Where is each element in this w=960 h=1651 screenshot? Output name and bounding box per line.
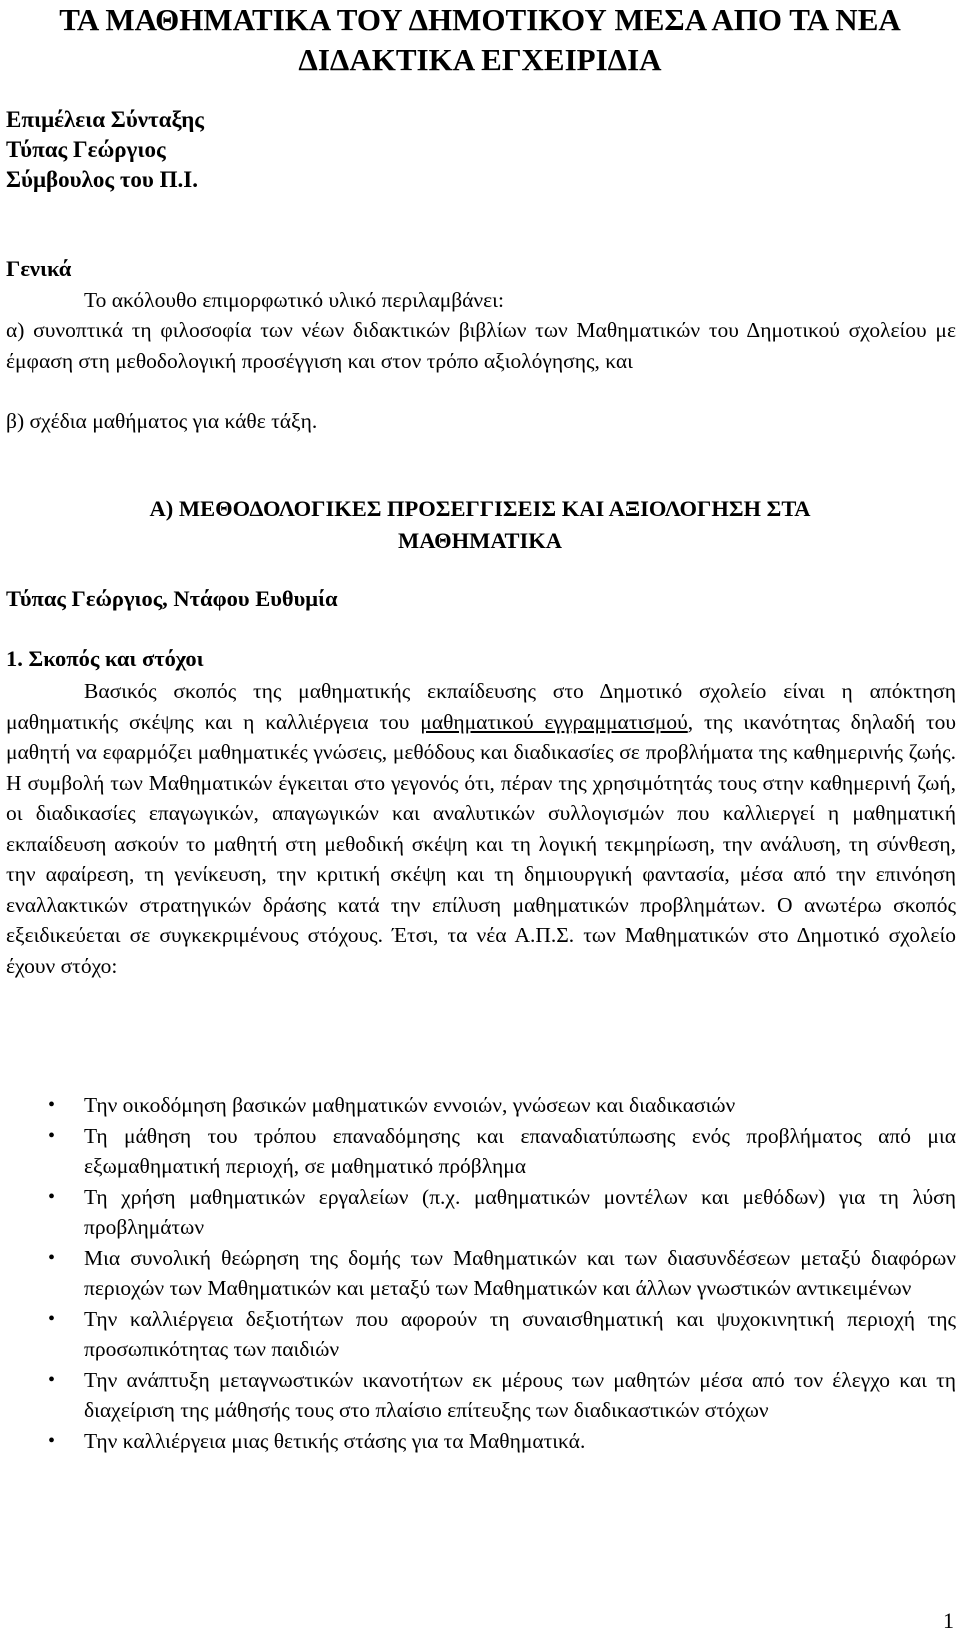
general-intro: Το ακόλουθο επιμορφωτικό υλικό περιλαμβάνει: — [84, 288, 504, 312]
bullet-icon: • — [48, 1185, 56, 1208]
bullet-icon: • — [48, 1368, 56, 1391]
bullet-icon: • — [48, 1429, 56, 1452]
credit-author-name: Τύπας Γεώργιος — [6, 137, 166, 162]
goal-item — [0, 1182, 960, 1243]
subsection-heading: 1. Σκοπός και στόχοι — [6, 646, 204, 671]
credit-author-role: Σύμβουλος του Π.Ι. — [6, 167, 198, 192]
goal-text: Τη μάθηση του τρόπου επαναδόμησης και επαναδιατύπωσης ενός προβλήματος από μια εξωμαθηματική περιοχή, σε μαθηματικό πρόβλημα — [84, 1123, 956, 1178]
general-item-b: β) σχέδια μαθήματος για κάθε τάξη. — [6, 409, 318, 433]
goal-text: Την ανάπτυξη μεταγνωστικών ικανοτήτων εκ μέρους των μαθητών μέσα από τον έλεγχο και τη διαχείριση της μάθησής τους στο πλαίσιο επίτευξης των διαδικαστικών στόχων — [84, 1367, 956, 1422]
document-title: ΤΑ ΜΑΘΗΜΑΤΙΚΑ ΤΟΥ ΔΗΜΟΤΙΚΟΥ ΜΕΣΑ ΑΠΟ ΤΑ ΝΕΑ ΔΙΔΑΚΤΙΚΑ ΕΓΧΕΙΡΙΔΙΑ — [59, 2, 901, 77]
section-a-heading: Α) ΜΕΘΟΔΟΛΟΓΙΚΕΣ ΠΡΟΣΕΓΓΙΣΕΙΣ ΚΑΙ ΑΞΙΟΛΟΓΗΣΗ ΣΤΑ ΜΑΘΗΜΑΤΙΚΑ — [149, 496, 811, 553]
page-number: 1 — [943, 1608, 954, 1633]
goal-text: Μια συνολική θεώρηση της δομής των Μαθηματικών και των διασυνδέσεων μεταξύ διαφόρων περιοχών των Μαθηματικών και μεταξύ των Μαθηματικών και άλλων γνωστικών αντικειμένων — [84, 1245, 956, 1300]
aims-paragraph-underlined-term: μαθηματικού εγγραμματισμού — [420, 709, 688, 734]
goal-item — [0, 1090, 960, 1121]
bullet-icon: • — [48, 1246, 56, 1269]
goal-text: Την καλλιέργεια μιας θετικής στάσης για τα Μαθηματικά. — [84, 1428, 586, 1453]
section-a-authors: Τύπας Γεώργιος, Ντάφου Ευθυμία — [6, 586, 338, 611]
goal-item — [0, 1304, 960, 1365]
goal-item — [0, 1365, 960, 1426]
credit-editing-label: Επιμέλεια Σύνταξης — [6, 107, 204, 132]
aims-paragraph — [6, 676, 956, 981]
bullet-icon: • — [48, 1124, 56, 1147]
goals-list — [0, 1090, 960, 1456]
bullet-icon: • — [48, 1094, 56, 1116]
goal-text: Τη χρήση μαθηματικών εργαλείων (π.χ. μαθηματικών μοντέλων και μεθόδων) για τη λύση προβλημάτων — [84, 1184, 956, 1239]
aims-paragraph-start: Βασικός σκοπός της μαθηματικής εκπαίδευσης στο Δημοτικό σχολείο είναι η απόκτηση μαθηματικής σκέψης και η καλλιέργεια του — [6, 679, 956, 734]
goal-text: Την καλλιέργεια δεξιοτήτων που αφορούν τη συναισθηματική και ψυχοκινητική περιοχή της προσωπικότητας των παιδιών — [84, 1306, 956, 1361]
goal-item — [0, 1243, 960, 1304]
aims-paragraph-end: , της ικανότητας δηλαδή του μαθητή να εφαρμόζει μαθηματικές γνώσεις, μεθόδους και διαδικασίες σε προβλήματα της καθημερινής ζωής. Η συμβολή των Μαθηματικών έγκειται στο γεγονός ότι, πέραν της χρησιμότητάς τους στην καθημερινή ζωή, οι διαδικασίες επαγωγικών, απαγωγικών και αναλυτικών συλλογισμών που καλλιεργεί η μαθηματική εκπαίδευση ασκούν το μαθητή στη μεθοδική σκέψη και τη λογική τεκμηρίωση, την ανάλυση, τη σύνθεση, την αφαίρεση, τη γενίκευση, την κριτική σκέψη και τη δημιουργική φαντασία, μέσα από την επινόηση εναλλακτικών στρατηγικών δράσης κατά την επίλυση μαθηματικών προβλημάτων. Ο ανωτέρω σκοπός εξειδικεύεται σε συγκεκριμένους στόχους. Έτσι, τα νέα Α.Π.Σ. των Μαθηματικών στο Δημοτικό σχολείο έχουν στόχο: — [6, 709, 956, 978]
general-heading: Γενικά — [6, 256, 72, 281]
goal-item — [0, 1426, 960, 1457]
goal-text: Την οικοδόμηση βασικών μαθηματικών εννοιών, γνώσεων και διαδικασιών — [84, 1093, 736, 1117]
bullet-icon: • — [48, 1307, 56, 1330]
general-item-a: α) συνοπτικά τη φιλοσοφία των νέων διδακτικών βιβλίων των Μαθηματικών του Δημοτικού σχολείου με έμφαση στη μεθοδολογική προσέγγιση και στον τρόπο αξιολόγησης, και — [6, 318, 956, 373]
goal-item — [0, 1121, 960, 1182]
